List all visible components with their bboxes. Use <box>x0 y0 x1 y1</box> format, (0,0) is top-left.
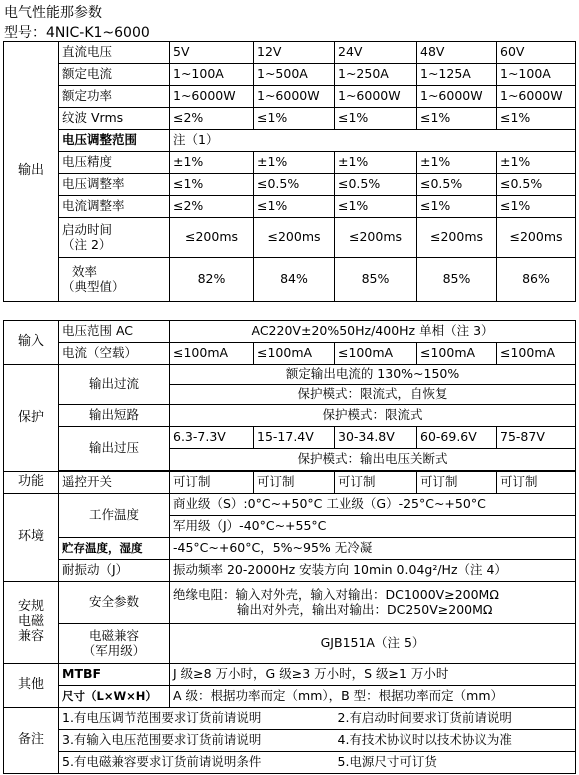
cell: -45°C~+60°C，5%~95% 无冷凝 <box>170 538 576 560</box>
cell: ±1% <box>254 152 335 174</box>
row-efficiency <box>4 258 576 302</box>
note-item: 5.有电磁兼容要求订货前请说明条件 <box>59 752 335 774</box>
section-line: 安规 <box>17 599 44 615</box>
row-label: 尺寸（L×W×H） <box>59 686 170 708</box>
cell: ≤200ms <box>417 218 497 258</box>
row-label: 电流调整率 <box>59 196 170 218</box>
note-item: 1.有电压调节范围要求订货前请说明 <box>59 708 335 730</box>
section-other: 其他 <box>4 664 59 708</box>
row-label: 耐振动（J） <box>59 560 170 582</box>
row-label: 安全参数 <box>59 582 170 624</box>
cell: ≤1% <box>254 108 335 130</box>
row-label: 遥控开关 <box>59 472 170 494</box>
model-number: 型号：4NIC-K1~6000 <box>4 25 150 41</box>
section-safety <box>4 582 59 664</box>
cell: ≤1% <box>497 108 576 130</box>
row-ripple <box>4 108 576 130</box>
cell: ≤1% <box>497 196 576 218</box>
row-label: 输出过压 <box>59 427 170 471</box>
cell: 6.3-7.3V <box>170 427 254 449</box>
row-label: 贮存温度，湿度 <box>59 538 170 560</box>
cell: J 级≥8 万小时，G 级≥3 万小时，S 级≥1 万小时 <box>170 664 576 686</box>
row-label: 工作温度 <box>59 494 170 538</box>
cell: 1~6000W <box>170 86 254 108</box>
cell: 1~6000W <box>254 86 335 108</box>
cell: 86% <box>497 258 576 302</box>
row-label: 电压调整率 <box>59 174 170 196</box>
cell: ≤1% <box>335 196 417 218</box>
cell: ≤200ms <box>254 218 335 258</box>
row-label <box>59 258 170 302</box>
cell: 1~100A <box>497 64 576 86</box>
cell: ≤1% <box>335 108 417 130</box>
cell: 1~100A <box>170 64 254 86</box>
section-protect: 保护 <box>4 365 59 472</box>
section-line: 电磁 <box>17 614 44 630</box>
cell: 保护模式：限流式，自恢复 <box>170 385 576 405</box>
cell: ≤100mA <box>497 343 576 365</box>
cell: 保护模式：输出电压关断式 <box>170 449 576 471</box>
cell: AC220V±20%50Hz/400Hz 单相（注 3） <box>170 321 576 343</box>
note-item: 2.有启动时间要求订货前请说明 <box>335 708 576 730</box>
section-env: 环境 <box>4 494 59 582</box>
voltage-12v: 12V <box>254 42 335 64</box>
row-line-regulation <box>4 174 576 196</box>
cell: 1~6000W <box>497 86 576 108</box>
cell: ≤100mA <box>170 343 254 365</box>
voltage-24v: 24V <box>335 42 417 64</box>
cell: 保护模式：限流式 <box>170 405 576 427</box>
cell: 可订制 <box>170 472 254 494</box>
spec-table <box>3 320 576 774</box>
cell: ≤100mA <box>417 343 497 365</box>
note-item: 3.有输入电压范围要求订货前请说明 <box>59 730 335 752</box>
cell: GJB151A（注 5） <box>170 624 576 664</box>
cell: 可订制 <box>497 472 576 494</box>
cell: ≤2% <box>170 196 254 218</box>
row-label: 电压范围 AC <box>59 321 170 343</box>
cell: 1~250A <box>335 64 417 86</box>
cell: ≤0.5% <box>417 174 497 196</box>
section-line: 兼容 <box>17 628 44 644</box>
cell: ±1% <box>417 152 497 174</box>
voltage-48v: 48V <box>417 42 497 64</box>
cell: ≤200ms <box>497 218 576 258</box>
row-label: 输出短路 <box>59 405 170 427</box>
cell: 额定输出电流的 130%~150% <box>170 365 576 385</box>
cell: ±1% <box>170 152 254 174</box>
row-voltage-adjust-range <box>4 130 576 152</box>
cell: 可订制 <box>335 472 417 494</box>
col-header-dc-voltage: 直流电压 <box>59 42 170 64</box>
row-label: 输出过流 <box>59 365 170 405</box>
cell: 1~6000W <box>335 86 417 108</box>
note-item: 5.电源尺寸可订货 <box>335 752 576 774</box>
cell: 75-87V <box>497 427 576 449</box>
label-line: （军用级） <box>82 642 146 658</box>
cell: 商业级（S）:0°C~+50°C 工业级（G）-25°C~+50°C <box>170 494 576 516</box>
label-line: （注 2） <box>62 236 112 252</box>
section-function: 功能 <box>4 472 59 494</box>
cell: 1~6000W <box>417 86 497 108</box>
label-line: 启动时间 <box>62 222 113 238</box>
cell: 注（1） <box>170 130 576 152</box>
cell: 30-34.8V <box>335 427 417 449</box>
section-notes: 备注 <box>4 708 59 774</box>
cell: ≤1% <box>417 196 497 218</box>
cell: ±1% <box>497 152 576 174</box>
cell: ≤200ms <box>335 218 417 258</box>
row-label: 电压精度 <box>59 152 170 174</box>
cell: 可订制 <box>254 472 335 494</box>
cell: ≤100mA <box>254 343 335 365</box>
cell: 振动频率 20-2000Hz 安装方向 10min 0.04g²/Hz（注 4） <box>170 560 576 582</box>
cell: 85% <box>335 258 417 302</box>
cell: ≤1% <box>417 108 497 130</box>
row-label <box>59 218 170 258</box>
cell: ≤0.5% <box>335 174 417 196</box>
row-rated-power <box>4 86 576 108</box>
row-label: MTBF <box>59 664 170 686</box>
cell: 85% <box>417 258 497 302</box>
cell: ≤100mA <box>335 343 417 365</box>
voltage-60v: 60V <box>497 42 576 64</box>
row-label: 额定功率 <box>59 86 170 108</box>
voltage-5v: 5V <box>170 42 254 64</box>
row-startup-time <box>4 218 576 258</box>
cell: ≤1% <box>170 174 254 196</box>
row-label <box>59 624 170 664</box>
note-item: 4.有技术协议时以技术协议为准 <box>335 730 576 752</box>
cell: 1~125A <box>417 64 497 86</box>
safety-line: 输出对外壳，输出对输出：DC250V≥200MΩ <box>237 601 493 617</box>
row-current-regulation <box>4 196 576 218</box>
section-input: 输入 <box>4 321 59 365</box>
label-line: （典型值） <box>62 278 125 294</box>
row-voltage-accuracy <box>4 152 576 174</box>
cell: ≤1% <box>254 196 335 218</box>
cell: ≤0.5% <box>254 174 335 196</box>
cell: 军用级（J）-40°C~+55°C <box>170 516 576 538</box>
row-label: 电压调整范围 <box>59 130 170 152</box>
cell: ≤0.5% <box>497 174 576 196</box>
row-label: 纹波 Vrms <box>59 108 170 130</box>
cell: 60-69.6V <box>417 427 497 449</box>
label-line: 电磁兼容 <box>88 628 139 644</box>
cell: A 级：根据功率而定（mm），B 型：根据功率而定（mm） <box>170 686 576 708</box>
cell: ≤2% <box>170 108 254 130</box>
output-table <box>3 41 576 302</box>
cell: 1~500A <box>254 64 335 86</box>
safety-line: 绝缘电阻：输入对外壳，输入对输出：DC1000V≥200MΩ <box>173 587 499 603</box>
label-line: 效率 <box>72 264 98 280</box>
row-label: 电流（空载） <box>59 343 170 365</box>
cell: 15-17.4V <box>254 427 335 449</box>
row-label: 额定电流 <box>59 64 170 86</box>
cell: 82% <box>170 258 254 302</box>
doc-title: 电气性能那参数 <box>4 5 102 21</box>
cell: 84% <box>254 258 335 302</box>
row-rated-current <box>4 64 576 86</box>
cell: ±1% <box>335 152 417 174</box>
cell: ≤200ms <box>170 218 254 258</box>
cell <box>170 582 576 624</box>
section-output: 输出 <box>4 42 59 302</box>
cell: 可订制 <box>417 472 497 494</box>
